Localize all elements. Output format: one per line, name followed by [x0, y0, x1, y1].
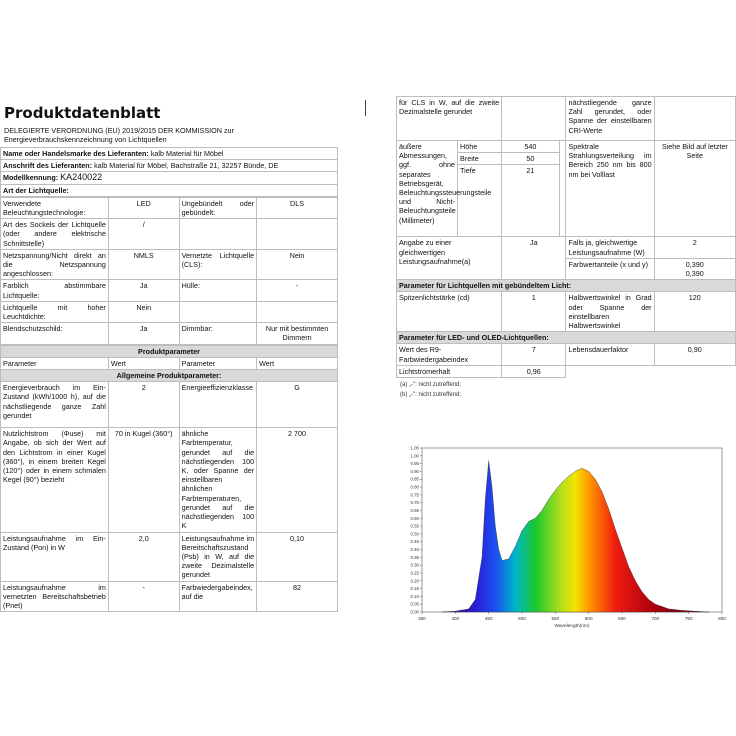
col-value-2: Wert — [257, 357, 338, 369]
y-tick-label: 0.65 — [410, 507, 419, 513]
note-b: (b) „-": nicht zutreffend; — [400, 392, 462, 399]
x-tick-label: 750 — [684, 616, 693, 621]
focused-header: Parameter für Lichtquellen mit gebündeltem Licht: — [397, 280, 736, 292]
y-tick-label: 0.80 — [410, 484, 419, 490]
life-label: Lebensdauerfaktor — [566, 344, 654, 365]
y-tick-label: 0.95 — [410, 461, 419, 467]
type-cell-d: DLS — [257, 197, 338, 218]
param-cell-b: 2,0 — [108, 532, 179, 581]
param-row — [1, 532, 338, 581]
type-cell-b: NMLS — [108, 249, 179, 280]
x-tick-label: 550 — [551, 616, 560, 621]
maint-value: 0,96 — [502, 365, 566, 377]
spectrum-svg — [400, 442, 732, 632]
param-cell-d: 2 700 — [257, 428, 338, 532]
x-tick-label: 800 — [718, 616, 726, 621]
type-row — [1, 249, 338, 280]
model-id: KA240022 — [60, 172, 103, 183]
col-param-1: Parameter — [1, 357, 109, 369]
type-cell-c: Vernetzte Lichtquelle (CLS): — [179, 249, 257, 280]
type-row — [1, 219, 338, 250]
x-tick-label: 500 — [518, 616, 526, 621]
type-cell-c: Hülle: — [179, 280, 257, 301]
y-tick-label: 0.60 — [410, 515, 419, 521]
x-tick-label: 350 — [418, 616, 426, 621]
type-cell-d — [257, 301, 338, 322]
type-cell-d: Nur mit bestimmten Dimmern — [257, 323, 338, 344]
supplier-name: kalb Material für Möbel — [150, 149, 224, 158]
beam-label: Halbwertswinkel in Grad oder Spanne der einstellbaren Halbwertswinkel — [566, 292, 654, 332]
dim-height-value: 540 — [502, 141, 560, 153]
y-tick-label: 0.25 — [410, 570, 419, 576]
spectral-value: Siehe Bild auf letzter Seite — [654, 141, 735, 237]
param-row — [1, 581, 338, 612]
type-row — [1, 280, 338, 301]
model-label: Modellkennung: — [3, 173, 59, 183]
y-tick-label: 0.85 — [410, 476, 419, 482]
cri-label: nächstliegende ganze Zahl gerundet, oder Spanne der einstellbaren CRI-Werte — [566, 97, 654, 141]
ifyes-label: Falls ja, gleichwertige Leistungsaufnahme (W) — [566, 237, 654, 258]
param-cell-c: ähnliche Farbtemperatur, gerundet auf die nächstliegenden 100 K, oder Spanne der einstellbaren ähnlichen Farbtemperaturen, gerundet auf die nächstliegenden 100 K — [179, 428, 257, 532]
chroma-y: 0,390 — [685, 269, 704, 279]
x-tick-label: 700 — [651, 616, 660, 621]
type-cell-c — [179, 219, 257, 250]
left-page — [0, 96, 338, 616]
y-tick-label: 0.35 — [410, 554, 419, 560]
supplier-address: kalb Material für Möbel, Bachstraße 21, 32257 Bünde, DE — [94, 161, 279, 171]
param-cell-d: 0,10 — [257, 532, 338, 581]
type-table — [0, 197, 338, 345]
x-tick-label: 650 — [618, 616, 626, 621]
dim-height-label: Höhe — [458, 141, 502, 153]
type-cell-c — [179, 301, 257, 322]
regulation-text: DELEGIERTE VERORDNUNG (EU) 2019/2015 DER KOMMISSION zur Energieverbrauchskennzeichnung von Lichtquellen — [4, 126, 234, 144]
type-cell-c: Ungebündelt oder gebündelt: — [179, 197, 257, 218]
supplier-table — [0, 147, 338, 197]
type-cell-b: LED — [108, 197, 179, 218]
type-cell-a: Blendschutzschild: — [1, 323, 109, 344]
type-cell-c: Dimmbar: — [179, 323, 257, 344]
general-params-header: Allgemeine Produktparameter: — [1, 370, 338, 382]
params-table — [0, 345, 338, 612]
spectral-label: Spektrale Strahlungsverteilung im Bereich 250 nm bis 800 nm bei Volllast — [566, 141, 654, 237]
y-tick-label: 0.20 — [410, 578, 419, 584]
col-value-1: Wert — [108, 357, 179, 369]
page-separator — [365, 100, 366, 116]
param-cell-a: Leistungsaufnahme im Ein-Zustand (Pon) in W — [1, 532, 109, 581]
y-tick-label: 0.15 — [410, 586, 419, 592]
y-tick-label: 0.30 — [410, 562, 419, 568]
chroma-x: 0,390 — [685, 259, 704, 269]
x-tick-label: 600 — [584, 616, 593, 621]
dim-depth-label: Tiefe — [458, 165, 502, 237]
r9-value: 7 — [502, 344, 566, 365]
param-cell-a: Nutzlichtstrom (Φuse) mit Angabe, ob sich der Wert auf den Lichtstrom in einer Kugel (360°), in einem breiten Kegel (120°) oder in einem schmalen Kegel (90°) bezieht — [1, 428, 109, 532]
y-tick-label: 0.90 — [410, 468, 419, 474]
y-tick-label: 0.50 — [410, 531, 419, 537]
y-tick-label: 0.55 — [410, 523, 419, 529]
y-tick-label: 0.10 — [410, 593, 419, 599]
type-cell-d — [257, 219, 338, 250]
param-row — [1, 428, 338, 532]
x-tick-label: 400 — [451, 616, 460, 621]
y-tick-label: 1.05 — [410, 445, 419, 451]
type-cell-a: Verwendete Beleuchtungstechnologie: — [1, 197, 109, 218]
ifyes-value: 2 — [654, 237, 735, 258]
type-cell-a: Lichtquelle mit hoher Leuchtdichte: — [1, 301, 109, 322]
x-tick-label: 450 — [484, 616, 493, 621]
peak-value: 1 — [502, 292, 566, 332]
y-tick-label: 0.05 — [410, 601, 419, 607]
page-title: Produktdatenblatt — [4, 104, 161, 122]
maint-label: Lichtstromerhalt — [397, 365, 502, 377]
type-row — [1, 197, 338, 218]
x-axis-label: Wavelength(nm) — [554, 624, 590, 629]
supplier-name-label: Name oder Handelsmarke des Lieferanten: — [3, 149, 149, 158]
note-a: (a) „-": nicht zutreffend; — [400, 382, 462, 389]
y-tick-label: 0.70 — [410, 500, 419, 506]
dims-label: äußere Abmessungen, ggf. ohne separates Betriebsgerät, Beleuchtungssteuerungsteile und Nicht-Beleuchtungsteile (Millimeter) — [397, 141, 458, 237]
life-value: 0,90 — [654, 344, 735, 365]
right-page — [396, 96, 736, 636]
y-tick-label: 0.40 — [410, 547, 419, 553]
type-cell-b: / — [108, 219, 179, 250]
supplier-address-label: Anschrift des Lieferanten: — [3, 161, 93, 171]
param-cell-d: G — [257, 382, 338, 428]
equiv-label: Angabe zu einer gleichwertigen Leistungsaufnahme(a) — [397, 237, 502, 280]
type-cell-a: Netzspannung/Nicht direkt an die Netzspannung angeschlossen: — [1, 249, 109, 280]
param-cell-b: - — [108, 581, 179, 612]
param-cell-c: Farbwiedergabeindex, auf die — [179, 581, 257, 612]
param-cell-a: Leistungsaufnahme im vernetzten Bereitschaftsbetrieb (Pnet) — [1, 581, 109, 612]
r9-label: Wert des R9-Farbwiedergabeindex — [397, 344, 502, 365]
equiv-value: Ja — [502, 237, 566, 280]
param-cell-c: Leistungsaufnahme im Bereitschaftszustand (Psb) in W, auf die zweite Dezimalstelle gerundet — [179, 532, 257, 581]
y-tick-label: 0.75 — [410, 492, 419, 498]
type-cell-d: Nein — [257, 249, 338, 280]
dim-width-label: Breite — [458, 153, 502, 165]
dim-depth-value: 21 — [502, 165, 560, 237]
type-row — [1, 301, 338, 322]
type-cell-b: Ja — [108, 280, 179, 301]
param-cell-c: Energieeffizienzklasse — [179, 382, 257, 428]
type-cell-a: Farblich abstimmbare Lichtquelle: — [1, 280, 109, 301]
product-params-header: Produktparameter — [1, 345, 338, 357]
param-cell-b: 70 in Kugel (360°) — [108, 428, 179, 532]
param-cell-d: 82 — [257, 581, 338, 612]
type-label: Art der Lichtquelle: — [1, 184, 338, 196]
type-row — [1, 323, 338, 344]
type-cell-b: Ja — [108, 323, 179, 344]
dim-width-value: 50 — [502, 153, 560, 165]
type-cell-d: - — [257, 280, 338, 301]
chroma-label: Farbwertanteile (x und y) — [566, 258, 654, 279]
spectrum-chart — [400, 442, 732, 632]
y-tick-label: 1.00 — [410, 453, 419, 459]
peak-label: Spitzenlichtstärke (cd) — [397, 292, 502, 332]
col-param-2: Parameter — [179, 357, 257, 369]
cls-standby-label: für CLS in W, auf die zweite Dezimalstelle gerundet — [397, 97, 502, 141]
right-table — [396, 96, 736, 378]
type-cell-b: Nein — [108, 301, 179, 322]
y-tick-label: 0.45 — [410, 539, 419, 545]
param-row — [1, 382, 338, 428]
led-header: Parameter für LED- und OLED-Lichtquellen: — [397, 332, 736, 344]
param-cell-a: Energieverbrauch im Ein-Zustand (kWh/1000 h), auf die nächstliegende ganze Zahl gerundet — [1, 382, 109, 428]
param-cell-b: 2 — [108, 382, 179, 428]
beam-value: 120 — [654, 292, 735, 332]
y-tick-label: 0.00 — [410, 609, 419, 615]
type-cell-a: Art des Sockels der Lichtquelle (oder andere elektrische Schnittstelle) — [1, 219, 109, 250]
